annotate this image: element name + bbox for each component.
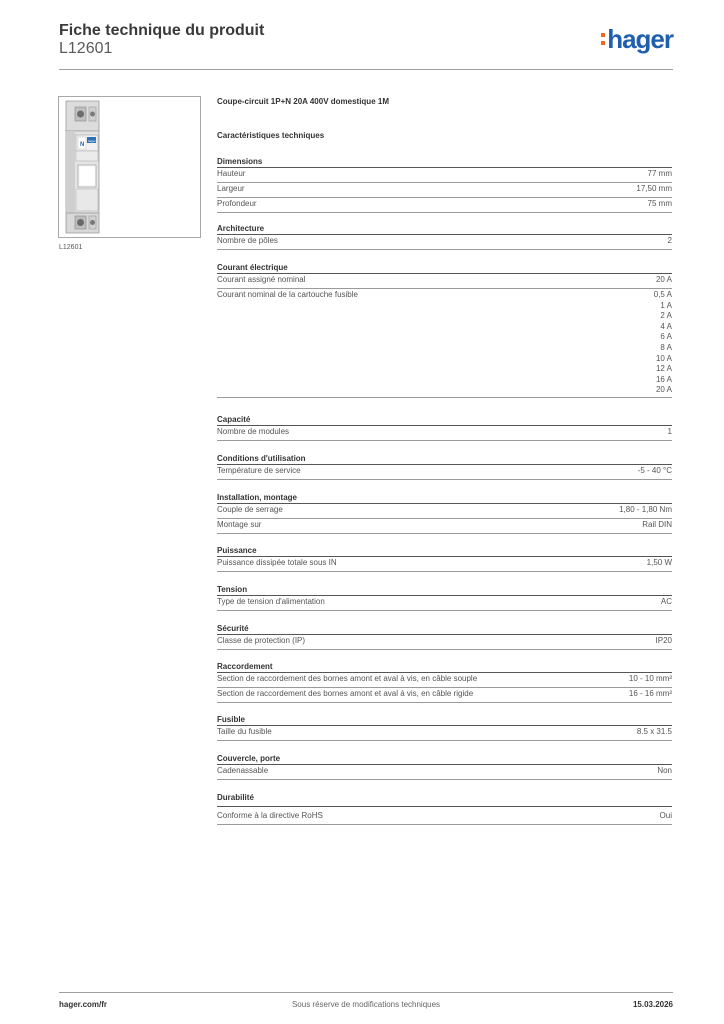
spec-value: 1 [667,427,672,436]
spec-label: Température de service [217,466,301,475]
spec-label: Section de raccordement des bornes amont et aval à vis, en câble rigide [217,689,474,699]
footer-date: 15.03.2026 [632,1000,673,1009]
spec-value: 20 A [655,275,672,284]
spec-value: 10 A [655,353,672,363]
spec-value: 0,5 A [653,290,672,300]
spec-row [217,635,672,650]
product-name: Coupe-circuit 1P+N 20A 400V domestique 1M [217,97,389,106]
section-dimensions [217,155,672,213]
section-couvercle-porte [217,752,672,780]
spec-row [217,465,672,480]
image-caption: L12601 [59,244,83,251]
spec-value: 1,80 - 1,80 Nm [619,505,672,514]
spec-value: 75 mm [647,199,672,209]
spec-value: 17,50 mm [636,184,672,194]
spec-value: 8.5 x 31.5 [636,727,672,736]
spec-row [217,198,672,213]
spec-row [217,726,672,741]
spec-row [217,688,672,703]
spec-label: Section de raccordement des bornes amont et aval à vis, en câble souple [217,674,478,683]
section-puissance [217,544,672,572]
footer-disclaimer: Sous réserve de modifications techniques [291,1000,441,1009]
spec-label: Nombre de pôles [217,236,278,245]
device-label: N [80,142,85,148]
spec-value: 20 A [655,385,672,395]
section-title: Courant électrique [217,261,672,274]
spec-row [217,426,672,441]
spec-value: 12 A [655,364,672,374]
spec-value: Rail DIN [642,520,672,530]
spec-row [217,183,672,198]
spec-row [217,519,672,534]
spec-value: Non [657,766,672,775]
section-title: Fusible [217,713,672,726]
section-title: Couvercle, porte [217,752,672,765]
section-installation-montage [217,491,672,534]
spec-value: IP20 [655,636,672,645]
spec-value: 2 A [660,311,672,321]
section-title: Durabilité [217,791,672,807]
page-footer [59,992,673,1016]
spec-label: Profondeur [217,199,257,209]
footer-website-link[interactable]: hager.com/fr [59,1000,108,1009]
spec-label: Largeur [217,184,245,194]
section-title: Sécurité [217,622,672,635]
spec-row [217,673,672,688]
spec-label: Cadenassable [217,766,269,775]
section-title: Installation, montage [217,491,672,504]
spec-label: Hauteur [217,169,246,178]
section-capacite [217,413,672,441]
spec-label: Taille du fusible [217,727,272,736]
section-fusible [217,713,672,741]
spec-label: Puissance dissipée totale sous IN [217,558,337,567]
section-title: Dimensions [217,155,672,168]
section-title: Architecture [217,222,672,235]
section-title: Capacité [217,413,672,426]
technical-characteristics-heading: Caractéristiques techniques [217,131,325,140]
device-logo: hager [88,139,96,143]
section-title: Conditions d'utilisation [217,452,672,465]
spec-row [217,807,672,825]
spec-value: 8 A [660,343,672,353]
spec-row [217,274,672,289]
fuse-holder-illustration [59,97,200,237]
spec-row [217,765,672,780]
spec-value: 4 A [660,321,672,331]
spec-label: Type de tension d'alimentation [217,597,325,606]
section-courant-electrique [217,261,672,398]
hager-logo[interactable] [601,26,673,52]
spec-row [217,504,672,519]
spec-value: 10 - 10 mm² [628,674,672,683]
section-title: Tension [217,583,672,596]
spec-label: Couple de serrage [217,505,283,514]
product-image [58,96,201,238]
spec-label: Nombre de modules [217,427,290,436]
product-reference: L12601 [59,40,113,57]
section-securite [217,622,672,650]
spec-row [217,235,672,250]
spec-label: Courant nominal de la cartouche fusible [217,290,358,300]
logo-colon-icon [601,33,605,45]
section-conditions-utilisation [217,452,672,480]
spec-value: Oui [659,811,672,820]
spec-label: Courant assigné nominal [217,275,306,284]
spec-value: 1 A [660,300,672,310]
spec-value: 77 mm [647,169,672,178]
section-title: Puissance [217,544,672,557]
page-title: Fiche technique du produit [59,22,265,39]
spec-row [217,557,672,572]
section-title: Raccordement [217,660,672,673]
spec-value: 1,50 W [646,558,672,567]
spec-value: 6 A [660,332,672,342]
spec-row [217,289,672,398]
page-header [59,20,673,70]
section-architecture [217,222,672,250]
spec-value: 16 A [655,374,672,384]
spec-value-list [654,290,672,396]
logo-text: hager [607,24,673,54]
section-tension [217,583,672,611]
spec-row [217,596,672,611]
spec-value: -5 - 40 °C [637,466,672,475]
spec-label: Classe de protection (IP) [217,636,306,645]
spec-value: 2 [667,236,672,245]
spec-value: 16 - 16 mm² [628,689,672,699]
section-durabilite [217,791,672,825]
spec-label: Conforme à la directive RoHS [217,811,323,820]
section-raccordement [217,660,672,703]
spec-label: Montage sur [217,520,262,530]
spec-row [217,168,672,183]
spec-value: AC [660,597,672,606]
